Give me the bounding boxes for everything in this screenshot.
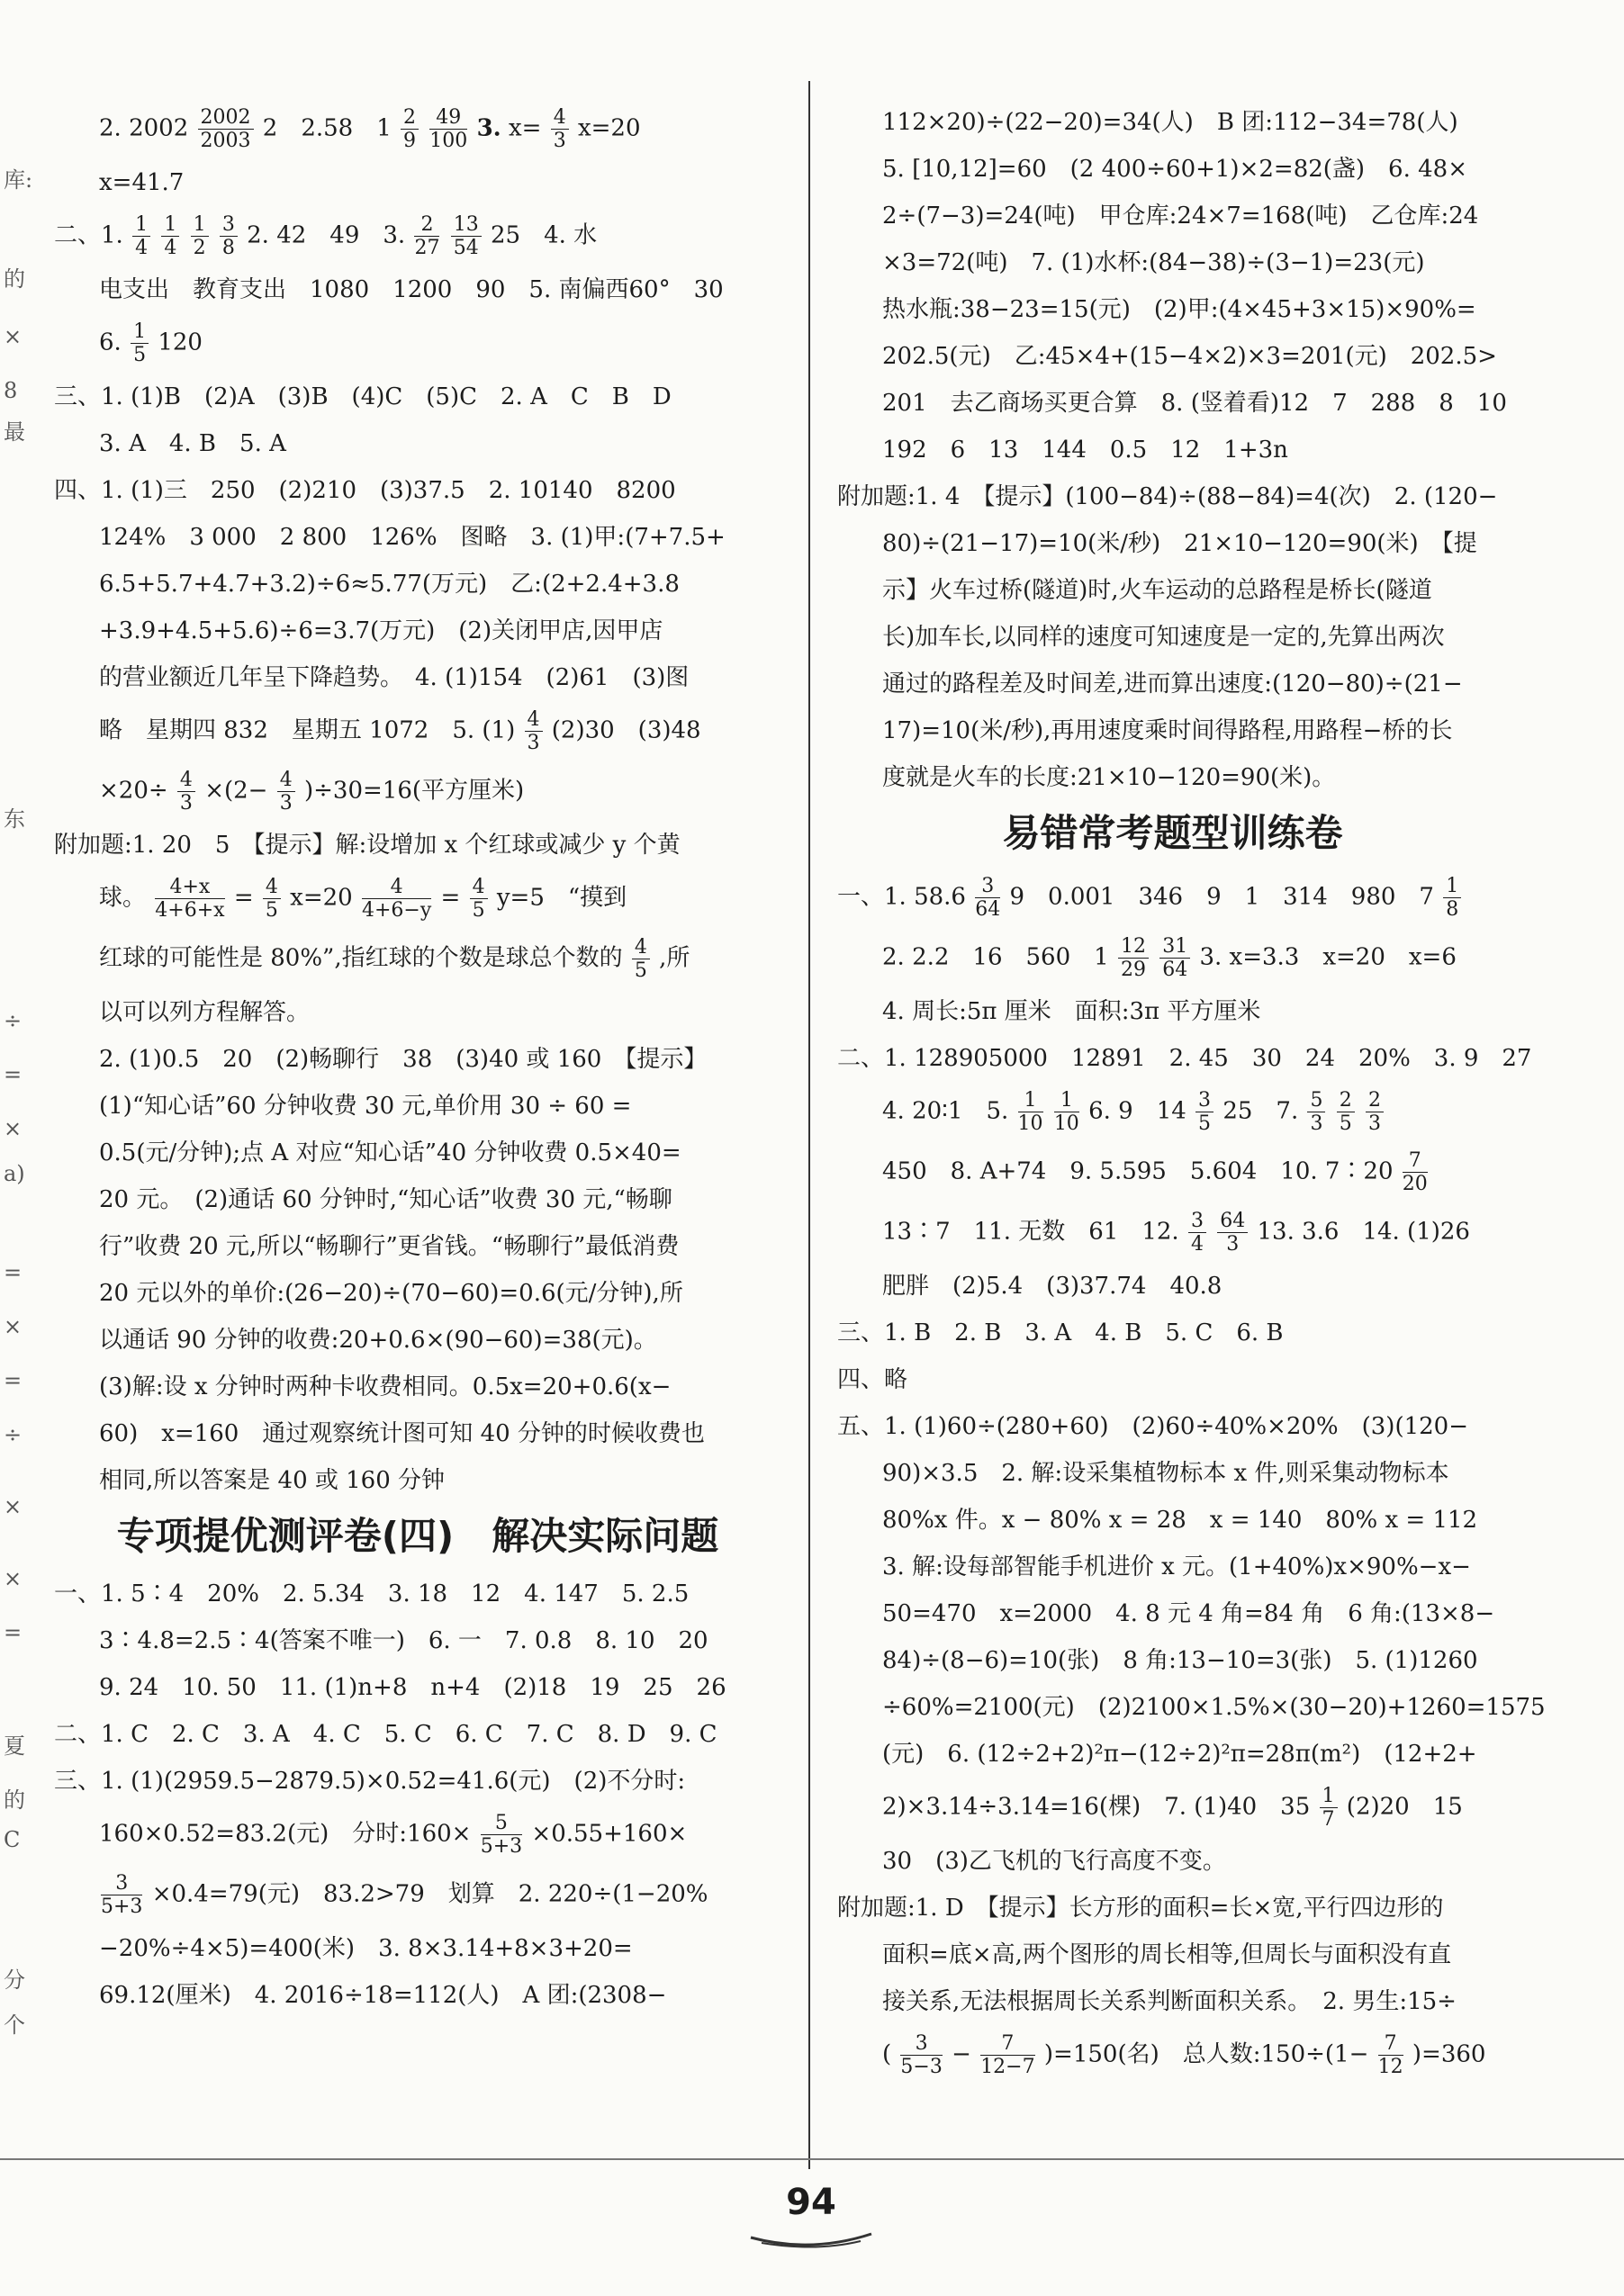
answer-line: 球。 $\frac{4+x}{4+6+x}$ = $\frac{4}{5}$ x=20 $\frac{4}{4+6-y}$ = $\frac{4}{5}$ y=5 “摸到 — [99, 876, 627, 922]
answer-line: ( $\frac{3}{5-3}$ − $\frac{7}{12-7}$ )=150(名) 总人数:150÷(1− $\frac{7}{12}$ )=360 — [882, 2032, 1486, 2078]
answer-line: 三、1. (1)B (2)A (3)B (4)C (5)C 2. A C B D — [54, 383, 672, 410]
answer-line: 5. [10,12]=60 (2 400÷60+1)×2=82(盏) 6. 48× — [882, 156, 1467, 183]
fraction: $\frac{3}{5+3}$ — [101, 1872, 143, 1918]
answer-line: 度就是火车的长度:21×10−120=90(米)。 — [882, 764, 1336, 791]
answer-line: 以可以列方程解答。 — [99, 999, 311, 1026]
fraction: $\frac{2002}{2003}$ — [198, 106, 254, 152]
fraction: $\frac{1}{4}$ — [161, 213, 179, 259]
answer-line: 长)加车长,以同样的速度可知速度是一定的,先算出两次 — [882, 624, 1445, 651]
edge-char: 分 — [4, 1967, 25, 1993]
edge-char: 的 — [4, 1787, 25, 1813]
edge-char: 的 — [4, 266, 25, 292]
answer-line: 接关系,无法根据周长关系判断面积关系。 2. 男生:15÷ — [882, 1988, 1457, 2015]
edge-char: × — [4, 1116, 23, 1141]
fraction: $\frac{12}{29}$ — [1118, 935, 1149, 981]
answer-line: 通过的路程差及时间差,进而算出速度:(120−80)÷(21− — [882, 671, 1463, 698]
answer-line: 三、1. B 2. B 3. A 4. B 5. C 6. B — [837, 1319, 1284, 1346]
edge-char: 最 — [4, 419, 25, 445]
answer-line: 附加题:1. D 【提示】长方形的面积=长×宽,平行四边形的 — [837, 1895, 1444, 1922]
answer-line: 450 8. A+74 9. 5.595 5.604 10. 7∶20 $\frac{7}{20}$ — [882, 1149, 1428, 1195]
answer-line: 热水瓶:38−23=15(元) (2)甲:(4×45+3×15)×90%= — [882, 296, 1476, 323]
edge-char: = — [4, 1620, 23, 1645]
fraction: $\frac{1}{4}$ — [132, 213, 150, 259]
fraction: $\frac{1}{10}$ — [1017, 1089, 1043, 1135]
right-column — [837, 106, 1546, 2093]
answer-line: 201 去乙商场买更合算 8. (竖着看)12 7 288 8 10 — [882, 390, 1507, 417]
answer-line: 行”收费 20 元,所以“畅聊行”更省钱。“畅聊行”最低消费 — [99, 1233, 680, 1260]
column-divider — [808, 81, 810, 2169]
answer-line: 80)÷(21−17)=10(米/秒) 21×10−120=90(米) 【提 — [882, 530, 1477, 557]
answer-line: 3. A 4. B 5. A — [99, 430, 286, 457]
answer-line: 20 元。 (2)通话 60 分钟时,“知心话”收费 30 元,“畅聊 — [99, 1186, 672, 1213]
fraction: $\frac{4}{3}$ — [525, 708, 543, 754]
answer-line: 2. 2.2 16 560 1 $\frac{12}{29}$ $\frac{31}{64}$ 3. x=3.3 x=20 x=6 — [882, 935, 1457, 981]
edge-char: C — [4, 1827, 21, 1852]
fraction: $\frac{3}{64}$ — [975, 875, 1001, 921]
answer-line: ×20÷ $\frac{4}{3}$ ×(2− $\frac{4}{3}$ )÷30=16(平方厘米) — [99, 769, 525, 815]
left-edge-cropped-text — [0, 54, 32, 2142]
answer-line: 80%x 件。x − 80% x = 28 x = 140 80% x = 112 — [882, 1507, 1478, 1534]
answer-line: +3.9+4.5+5.6)÷6=3.7(万元) (2)关闭甲店,因甲店 — [99, 617, 663, 644]
edge-char: a) — [4, 1161, 25, 1186]
answer-line: 附加题:1. 20 5 【提示】解:设增加 x 个红球或减少 y 个黄 — [54, 832, 681, 859]
edge-char: × — [4, 1314, 23, 1339]
fraction: $\frac{4}{5}$ — [632, 936, 650, 982]
fraction: $\frac{5}{3}$ — [1307, 1089, 1325, 1135]
edge-char: × — [4, 1494, 23, 1519]
answer-line: ×3=72(吨) 7. (1)水杯:(84−38)÷(3−1)=23(元) — [882, 249, 1425, 276]
answer-line: 6.5+5.7+4.7+3.2)÷6≈5.77(万元) 乙:(2+2.4+3.8 — [99, 571, 680, 598]
answer-line: 2. 2002 $\frac{2002}{2003}$ 2 2.58 1 $\frac{2}{9}$ $\frac{49}{100}$ 3. x= $\frac{4}{3}$ x=20 — [99, 106, 641, 152]
answer-line: (3)解:设 x 分钟时两种卡收费相同。0.5x=20+0.6(x− — [99, 1373, 672, 1400]
fraction: $\frac{4}{5}$ — [263, 876, 281, 922]
answer-line: 二、1. $\frac{1}{4}$ $\frac{1}{4}$ $\frac{1}{2}$ $\frac{3}{8}$ 2. 42 49 3. $\frac{2}{27}$ $\frac{13}{54}$ 25 4. 水 — [54, 213, 598, 259]
answer-line: 84)÷(8−6)=10(张) 8 角:13−10=3(张) 5. (1)1260 — [882, 1647, 1478, 1674]
answer-line: 肥胖 (2)5.4 (3)37.74 40.8 — [882, 1273, 1223, 1300]
answer-line: 0.5(元/分钟);点 A 对应“知心话”40 分钟收费 0.5×40= — [99, 1139, 681, 1166]
fraction: $\frac{2}{3}$ — [1366, 1089, 1384, 1135]
answer-line: 30 (3)乙飞机的飞行高度不变。 — [882, 1848, 1226, 1875]
answer-line: 电支出 教育支出 1080 1200 90 5. 南偏西60° 30 — [99, 276, 724, 303]
fraction: $\frac{4}{4+6-y}$ — [361, 876, 432, 922]
answer-line: 17)=10(米/秒),再用速度乘时间得路程,用路程−桥的长 — [882, 717, 1453, 744]
answer-line: 二、1. 128905000 12891 2. 45 30 24 20% 3. 9 27 — [837, 1045, 1532, 1072]
edge-char: ÷ — [4, 1008, 23, 1033]
answer-line: (元) 6. (12÷2+2)²π−(12÷2)²π=28π(m²) (12+2+ — [882, 1741, 1477, 1768]
fraction: $\frac{31}{64}$ — [1159, 935, 1190, 981]
answer-line: 的营业额近几年呈下降趋势。 4. (1)154 (2)61 (3)图 — [99, 664, 690, 691]
edge-char: 8 — [4, 378, 18, 403]
edge-char: × — [4, 324, 23, 349]
answer-line: 60) x=160 通过观察统计图可知 40 分钟的时候收费也 — [99, 1420, 705, 1447]
answer-line: 2÷(7−3)=24(吨) 甲仓库:24×7=168(吨) 乙仓库:24 — [882, 203, 1479, 230]
answer-line: 四、略 — [837, 1366, 908, 1393]
answer-line: 90)×3.5 2. 解:设采集植物标本 x 件,则采集动物标本 — [882, 1460, 1449, 1487]
edge-char: = — [4, 1062, 23, 1087]
answer-line: 9. 24 10. 50 11. (1)n+8 n+4 (2)18 19 25 26 — [99, 1674, 726, 1701]
answer-line: 红球的可能性是 80%”,指红球的个数是球总个数的 $\frac{4}{5}$ ,所 — [99, 936, 690, 982]
fraction: $\frac{1}{8}$ — [1443, 875, 1461, 921]
answer-line: 面积=底×高,两个图形的周长相等,但周长与面积没有直 — [882, 1941, 1452, 1968]
fraction: $\frac{64}{3}$ — [1217, 1210, 1248, 1256]
answer-line: 69.12(厘米) 4. 2016÷18=112(人) A 团:(2308− — [99, 1982, 667, 2009]
answer-line: 192 6 13 144 0.5 12 1+3n — [882, 437, 1288, 464]
answer-line: 20 元以外的单价:(26−20)÷(70−60)=0.6(元/分钟),所 — [99, 1280, 683, 1307]
answer-line: 附加题:1. 4 【提示】(100−84)÷(88−84)=4(次) 2. (120− — [837, 483, 1498, 510]
answer-line: 4. 20∶1 5. $\frac{1}{10}$ $\frac{1}{10}$ 6. 9 14 $\frac{3}{5}$ 25 7. $\frac{5}{3}$ $\frac{2}{5}$ $\frac{2}{3}$ — [837, 1089, 1508, 1135]
answer-line: 四、1. (1)三 250 (2)210 (3)37.5 2. 10140 8200 — [54, 477, 676, 504]
answer-line: 6. $\frac{1}{5}$ 120 — [99, 320, 203, 366]
fraction: $\frac{3}{8}$ — [220, 213, 238, 259]
fraction: $\frac{2}{27}$ — [414, 213, 440, 259]
fraction: $\frac{3}{4}$ — [1188, 1210, 1206, 1256]
edge-char: = — [4, 1260, 23, 1285]
answer-line: 202.5(元) 乙:45×4+(15−4×2)×3=201(元) 202.5> — [882, 343, 1497, 370]
edge-char: 个 — [4, 2012, 25, 2038]
edge-char: 夏 — [4, 1733, 25, 1759]
answer-line: 以通话 90 分钟的收费:20+0.6×(90−60)=38(元)。 — [99, 1327, 657, 1354]
fraction: $\frac{4+x}{4+6+x}$ — [155, 876, 225, 922]
footer-rule — [0, 2158, 1624, 2160]
fraction: $\frac{2}{9}$ — [401, 106, 419, 152]
section-title-special: 专项提优测评卷(四) 解决实际问题 — [116, 1514, 719, 1558]
edge-char: × — [4, 1566, 23, 1591]
fraction: $\frac{1}{10}$ — [1053, 1089, 1079, 1135]
fraction: $\frac{13}{54}$ — [451, 213, 482, 259]
left-column — [54, 106, 781, 2026]
fraction: $\frac{4}{3}$ — [277, 769, 295, 815]
answer-line: (1)“知心话”60 分钟收费 30 元,单价用 30 ÷ 60 = — [99, 1093, 632, 1120]
section-title-errors: 易错常考题型训练卷 — [1002, 811, 1343, 855]
answer-line: 一、1. 58.6 $\frac{3}{64}$ 9 0.001 346 9 1 314 980 7 $\frac{1}{8}$ — [837, 875, 1508, 921]
answer-line: 二、1. C 2. C 3. A 4. C 5. C 6. C 7. C 8. D 9. C — [54, 1721, 717, 1748]
fraction: $\frac{4}{5}$ — [470, 876, 488, 922]
answer-line: 略 星期四 832 星期五 1072 5. (1) $\frac{4}{3}$ (2)30 (3)48 — [99, 708, 701, 754]
answer-line: 50=470 x=2000 4. 8 元 4 角=84 角 6 角:(13×8− — [882, 1600, 1495, 1627]
page-number — [744, 2178, 879, 2259]
answer-line: 2. (1)0.5 20 (2)畅聊行 38 (3)40 或 160 【提示】 — [99, 1046, 708, 1073]
fraction: $\frac{3}{5}$ — [1195, 1089, 1213, 1135]
fraction: $\frac{4}{3}$ — [551, 106, 569, 152]
fraction: $\frac{2}{5}$ — [1337, 1089, 1355, 1135]
answer-line: 相同,所以答案是 40 或 160 分钟 — [99, 1467, 446, 1494]
fraction: $\frac{4}{3}$ — [177, 769, 195, 815]
answer-line: 五、1. (1)60÷(280+60) (2)60÷40%×20% (3)(120− — [837, 1413, 1468, 1440]
edge-char: = — [4, 1368, 23, 1393]
answer-line: 3∶4.8=2.5∶4(答案不唯一) 6. 一 7. 0.8 8. 10 20 — [99, 1627, 708, 1654]
fraction: $\frac{7}{12-7}$ — [980, 2032, 1035, 2078]
fraction: $\frac{1}{2}$ — [191, 213, 209, 259]
fraction: $\frac{5}{5+3}$ — [480, 1812, 523, 1858]
answer-line: 4. 周长:5π 厘米 面积:3π 平方厘米 — [882, 998, 1261, 1025]
answer-line: ÷60%=2100(元) (2)2100×1.5%×(30−20)+1260=1575 — [882, 1694, 1546, 1721]
answer-line: 示】火车过桥(隧道)时,火车运动的总路程是桥长(隧道 — [882, 577, 1432, 604]
edge-char: 东 — [4, 806, 25, 832]
fraction: $\frac{1}{5}$ — [131, 320, 149, 366]
edge-char: 库: — [4, 167, 33, 193]
answer-line: $\frac{3}{5+3}$ ×0.4=79(元) 83.2>79 划算 2. 220÷(1−20% — [101, 1872, 708, 1918]
answer-line: 112×20)÷(22−20)=34(人) B 团:112−34=78(人) — [882, 109, 1458, 136]
answer-line: 160×0.52=83.2(元) 分时:160× $\frac{5}{5+3}$ ×0.55+160× — [99, 1812, 688, 1858]
swoosh-decoration-icon — [744, 2225, 879, 2252]
answer-line: 2)×3.14÷3.14=16(棵) 7. (1)40 35 $\frac{1}{7}$ (2)20 15 — [882, 1785, 1463, 1831]
answer-line: 三、1. (1)(2959.5−2879.5)×0.52=41.6(元) (2)不分时: — [54, 1768, 686, 1795]
answer-line: x=41.7 — [99, 169, 185, 196]
answer-line: 一、1. 5∶4 20% 2. 5.34 3. 18 12 4. 147 5. 2.5 — [54, 1580, 690, 1607]
answer-line: −20%÷4×5)=400(米) 3. 8×3.14+8×3+20= — [99, 1935, 633, 1962]
page-number-text: 94 — [786, 2182, 836, 2223]
fraction: $\frac{49}{100}$ — [429, 106, 468, 152]
edge-char: ÷ — [4, 1422, 23, 1447]
answer-line: 13∶7 11. 无数 61 12. $\frac{3}{4}$ $\frac{64}{3}$ 13. 3.6 14. (1)26 — [882, 1210, 1470, 1256]
answer-line: 124% 3 000 2 800 126% 图略 3. (1)甲:(7+7.5+ — [99, 524, 726, 551]
fraction: $\frac{3}{5-3}$ — [900, 2032, 943, 2078]
fraction: $\frac{7}{20}$ — [1402, 1149, 1428, 1195]
answer-line: 3. 解:设每部智能手机进价 x 元。(1+40%)x×90%−x− — [882, 1553, 1471, 1580]
fraction: $\frac{7}{12}$ — [1377, 2032, 1403, 2078]
fraction: $\frac{1}{7}$ — [1320, 1785, 1338, 1831]
